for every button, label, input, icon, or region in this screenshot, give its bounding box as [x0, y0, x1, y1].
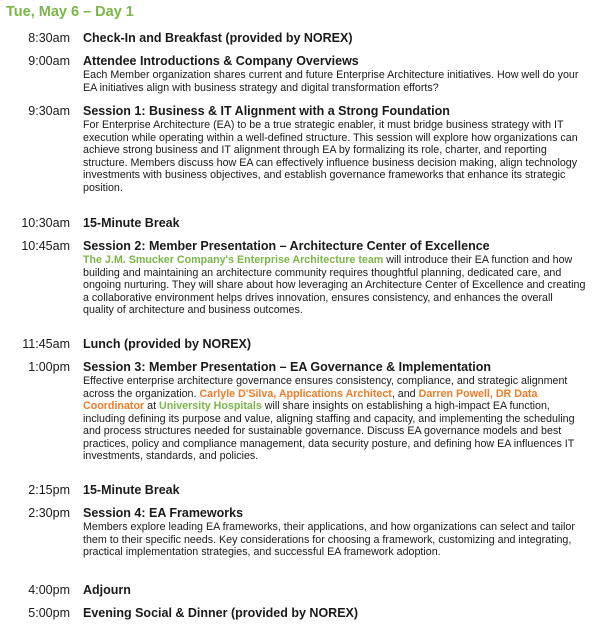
presenter-team-name: The J.M. Smucker Company's Enterprise Architecture team	[83, 254, 384, 266]
agenda-title: Adjourn	[83, 583, 131, 597]
agenda-item-evening-social	[0, 606, 592, 629]
agenda-time: 9:30am	[28, 104, 70, 118]
agenda-title: 15-Minute Break	[83, 483, 180, 497]
organization-name: University Hospitals	[159, 400, 262, 412]
agenda-item-session-2	[0, 239, 592, 337]
agenda-title: Session 1: Business & IT Alignment with a Strong Foundation	[83, 104, 450, 118]
agenda-description: Each Member organization shares current and future Enterprise Architecture initiatives. How well do your EA initiatives align with business strategy and digital transformation efforts?	[83, 69, 579, 94]
description-text: , and	[391, 387, 419, 400]
agenda-title: 15-Minute Break	[83, 216, 180, 230]
agenda-item-introductions	[0, 54, 592, 104]
description-text: will introduce their EA function and how building and maintaining an architecture community requires thoughtful planning, dedicated care, and ongoing nurturing. They will share about how leveraging an Architecture Center of Excellence and creating a collaborative environment helps drives innovation, ensures consistency, and enhances the overall quality of architecture and business outcomes.	[83, 254, 586, 316]
agenda-time: 10:30am	[21, 216, 70, 230]
agenda-item-session-1	[0, 104, 592, 216]
description-text: at	[144, 400, 160, 412]
agenda-title: Session 4: EA Frameworks	[83, 506, 244, 520]
agenda-description	[83, 375, 586, 463]
agenda-list	[0, 31, 592, 629]
agenda-time: 1:00pm	[28, 360, 70, 374]
agenda-title: Evening Social & Dinner (provided by NOREX)	[83, 606, 359, 620]
agenda-title: Lunch (provided by NOREX)	[83, 337, 252, 351]
agenda-description	[83, 254, 586, 317]
day-title: Tue, May 6 – Day 1	[6, 4, 134, 20]
agenda-item-break-2	[0, 483, 592, 506]
agenda-title: Session 3: Member Presentation – EA Governance & Implementation	[83, 360, 491, 374]
agenda-description: Members explore leading EA frameworks, their applications, and how organizations can select and tailor them to their specific needs. Key considerations for choosing a framework, customizing and integrating, practical implementation strategies, and successful EA framework adoption.	[83, 521, 575, 558]
agenda-title: Check-In and Breakfast (provided by NOREX)	[83, 31, 353, 45]
description-text: Effective enterprise architecture governance ensures consistency, compliance, and strategic alignment across the organization.	[83, 375, 568, 400]
agenda-time: 4:00pm	[28, 583, 70, 597]
speaker-name: Darren Powell, DR Data Coordinator	[83, 387, 538, 412]
agenda-time: 10:45am	[21, 239, 70, 253]
agenda-description: For Enterprise Architecture (EA) to be a true strategic enabler, it must bridge business strategy with IT execution while operating within a well-defined structure. This session will explore how organizations can achieve strong business and IT alignment through EA by formalizing its role, charter, and reporting structure. Members discuss how EA can effectively influence business decision making, align technology investments with business objectives, and establish governance frameworks that enhance its strategic position.	[83, 119, 578, 194]
agenda-item-lunch	[0, 337, 592, 360]
agenda-title: Session 2: Member Presentation – Architecture Center of Excellence	[83, 239, 490, 253]
description-text: will share insights on establishing a high-impact EA function, including defining its purpose and value, aligning staffing and capacity, and implementing the scheduling and process structures needed for sustainable governance. Discuss EA governance models and best practices, policy and compliance management, data security posture, and defining how EA influences IT investments, standards, and policies.	[83, 400, 575, 462]
agenda-time: 2:15pm	[28, 483, 70, 497]
agenda-time: 2:30pm	[28, 506, 70, 520]
agenda-time: 5:00pm	[28, 606, 70, 620]
agenda-item-break-1	[0, 216, 592, 239]
agenda-time: 8:30am	[28, 31, 70, 45]
agenda-item-adjourn	[0, 583, 592, 606]
agenda-item-session-3	[0, 360, 592, 483]
speaker-name: Carlyle D'Silva, Applications Architect	[199, 387, 392, 400]
agenda-time: 11:45am	[22, 337, 70, 351]
agenda-title: Attendee Introductions & Company Overviews	[83, 54, 359, 68]
agenda-item-session-4	[0, 506, 592, 583]
agenda-item-checkin	[0, 31, 592, 54]
agenda-time: 9:00am	[28, 54, 70, 68]
